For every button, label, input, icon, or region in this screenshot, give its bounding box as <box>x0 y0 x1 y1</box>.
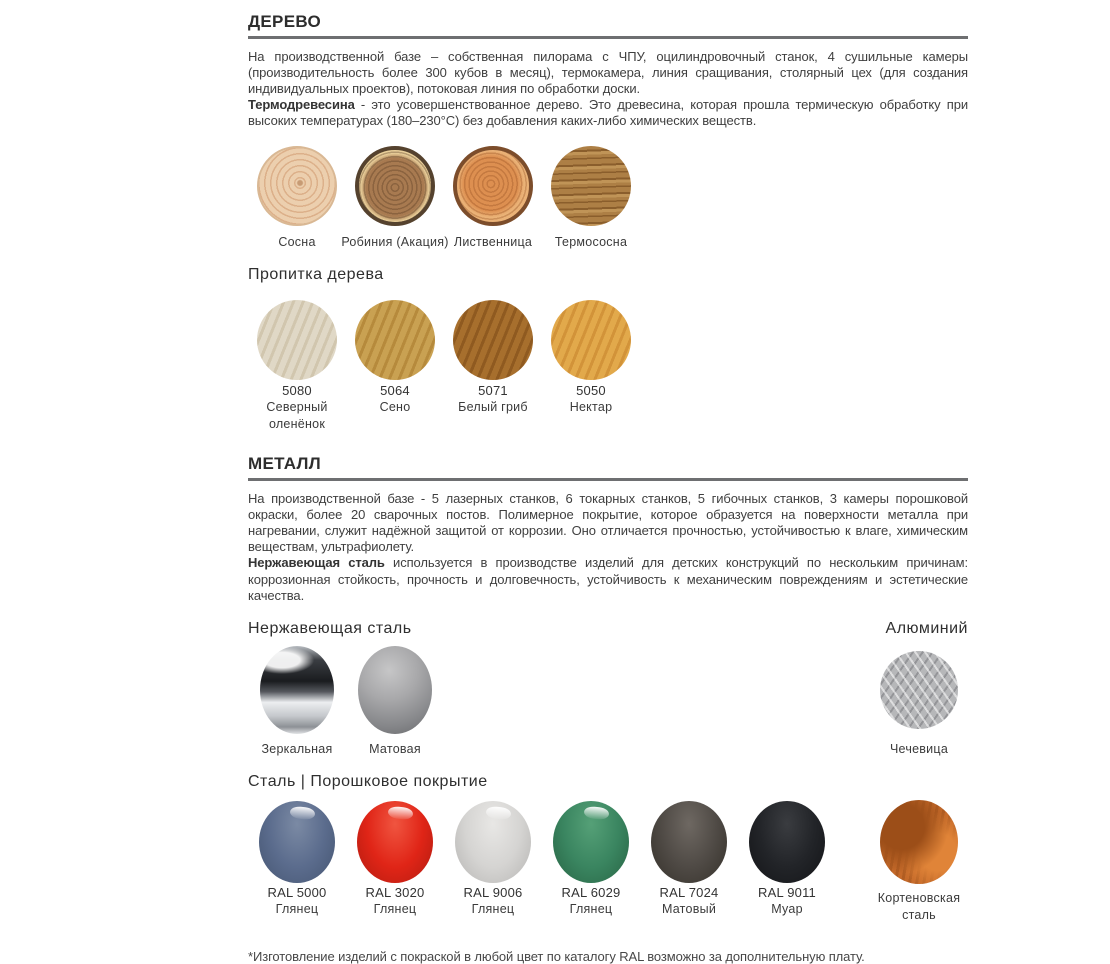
wood-swatch-row <box>248 143 968 251</box>
stain-name: Нектар <box>569 400 613 415</box>
ral-swatch-6029 <box>542 799 640 918</box>
metal-paragraph-1: На производственной базе - 5 лазерных станков, 6 токарных станков, 5 гибочных станков, 3 камеры порошковой окраски, более 20 сварочных постов. Полимерное покрытие, которое образуется на поверхности металла при нагревании, служит надёжной защитой от коррозии. Оно отличается прочностью, устойчивостью к влаге, химическим веществам, ультрафиолету. <box>248 491 968 555</box>
ral-swatch-5000 <box>248 799 346 918</box>
ral-color-sphere <box>259 801 335 883</box>
wood-swatch-thermopine <box>542 143 640 251</box>
wood-section <box>248 12 968 432</box>
ral-finish: Глянец <box>373 902 417 917</box>
stain-swatch-5071 <box>444 297 542 416</box>
stain-color-swatch <box>551 300 631 380</box>
ral-swatch-7024 <box>640 799 738 918</box>
content-column <box>248 12 968 964</box>
swatch-label: Кортеновская сталь <box>877 891 961 922</box>
stain-color-swatch <box>257 300 337 380</box>
thermopine-grain-swatch <box>551 146 631 226</box>
metal-section <box>248 454 968 923</box>
ral-color-sphere <box>455 801 531 883</box>
stainless-swatch-row <box>248 644 968 758</box>
stain-name: Сено <box>379 400 411 415</box>
ral-code: RAL 9006 <box>463 885 523 901</box>
larch-cross-section-swatch <box>453 146 533 226</box>
ral-code: RAL 3020 <box>365 885 425 901</box>
ral-finish: Матовый <box>661 902 717 917</box>
swatch-label: Сосна <box>278 234 316 249</box>
wood-paragraph-1: На производственной базе – собственная пилорама с ЧПУ, оцилиндровочный станок, 4 сушильные камеры (производительность более 300 кубов в месяц), термокамера, линия сращивания, столярный цех (для создания индивидуальных проектов), потоковая линия по обработки доски. <box>248 49 968 97</box>
ral-color-sphere <box>651 801 727 883</box>
ral-finish: Глянец <box>471 902 515 917</box>
ral-swatch-row <box>248 799 968 923</box>
ral-finish: Глянец <box>569 902 613 917</box>
ral-swatch-9006 <box>444 799 542 918</box>
section-divider <box>248 36 968 39</box>
metal-section-title: МЕТАЛЛ <box>248 454 321 474</box>
stainless-heading: Нержавеющая сталь <box>248 619 412 637</box>
corten-texture-swatch <box>880 800 958 884</box>
ral-color-sphere <box>553 801 629 883</box>
ral-finish: Муар <box>771 902 803 917</box>
corten-steel-swatch <box>870 799 968 923</box>
wood-paragraph-2 <box>248 97 968 129</box>
swatch-label: Лиственница <box>453 234 533 249</box>
robinia-cross-section-swatch <box>355 146 435 226</box>
ral-color-sphere <box>749 801 825 883</box>
stain-color-swatch <box>453 300 533 380</box>
stain-heading: Пропитка дерева <box>248 266 384 284</box>
swatch-label: Робиния (Акация) <box>341 234 449 249</box>
ral-code: RAL 5000 <box>267 885 327 901</box>
ral-swatch-9011 <box>738 799 836 918</box>
stain-code: 5064 <box>380 383 410 399</box>
powder-coating-heading: Сталь | Порошковое покрытие <box>248 773 488 791</box>
stain-swatch-5080 <box>248 297 346 432</box>
aluminum-swatch-lentil <box>870 644 968 758</box>
ral-code: RAL 7024 <box>659 885 719 901</box>
stain-name: Белый гриб <box>458 400 528 415</box>
stain-name: Северный оленёнок <box>266 400 328 431</box>
ral-footnote: *Изготовление изделий с покраской в любой цвет по каталогу RAL возможно за дополнительную плату. <box>248 949 865 964</box>
swatch-label: Матовая <box>369 741 421 756</box>
swatch-label: Чечевица <box>889 741 949 756</box>
stain-color-swatch <box>355 300 435 380</box>
ral-color-sphere <box>357 801 433 883</box>
pine-cross-section-swatch <box>257 146 337 226</box>
stain-code: 5071 <box>478 383 508 399</box>
mirror-steel-sphere <box>260 646 334 734</box>
matte-steel-sphere <box>358 646 432 734</box>
ral-code: RAL 9011 <box>758 885 816 901</box>
swatch-label: Зеркальная <box>261 741 333 756</box>
ral-swatch-3020 <box>346 799 444 918</box>
stain-swatch-row <box>248 297 968 432</box>
ral-code: RAL 6029 <box>561 885 621 901</box>
stain-swatch-5050 <box>542 297 640 416</box>
stain-code: 5050 <box>576 383 606 399</box>
thermowood-term: Термодревесина <box>248 97 355 113</box>
ral-finish: Глянец <box>275 902 319 917</box>
section-divider <box>248 478 968 481</box>
stainless-aluminum-heading-row <box>248 620 968 638</box>
wood-paragraph-2-rest: - это усовершенствованное дерево. Это древесина, которая прошла термическую обработку при высоких температурах (180–230°С) без добавления каких-либо химических веществ. <box>248 97 968 129</box>
stain-code: 5080 <box>282 383 312 399</box>
swatch-label: Термососна <box>554 234 628 249</box>
stainless-swatch-matte <box>346 644 444 758</box>
metal-paragraph-2 <box>248 555 968 603</box>
aluminum-heading: Алюминий <box>885 619 968 637</box>
wood-section-title: ДЕРЕВО <box>248 12 322 31</box>
stainless-term: Нержавеющая сталь <box>248 555 385 571</box>
stain-swatch-5064 <box>346 297 444 416</box>
diamond-plate-swatch <box>880 651 958 729</box>
metal-paragraph-2-rest: используется в производстве изделий для детских конструкций по нескольким причинам: коррозионная стойкость, прочность и долговечность, устойчивость к механическим повреждениям и эстетические качества. <box>248 555 969 603</box>
